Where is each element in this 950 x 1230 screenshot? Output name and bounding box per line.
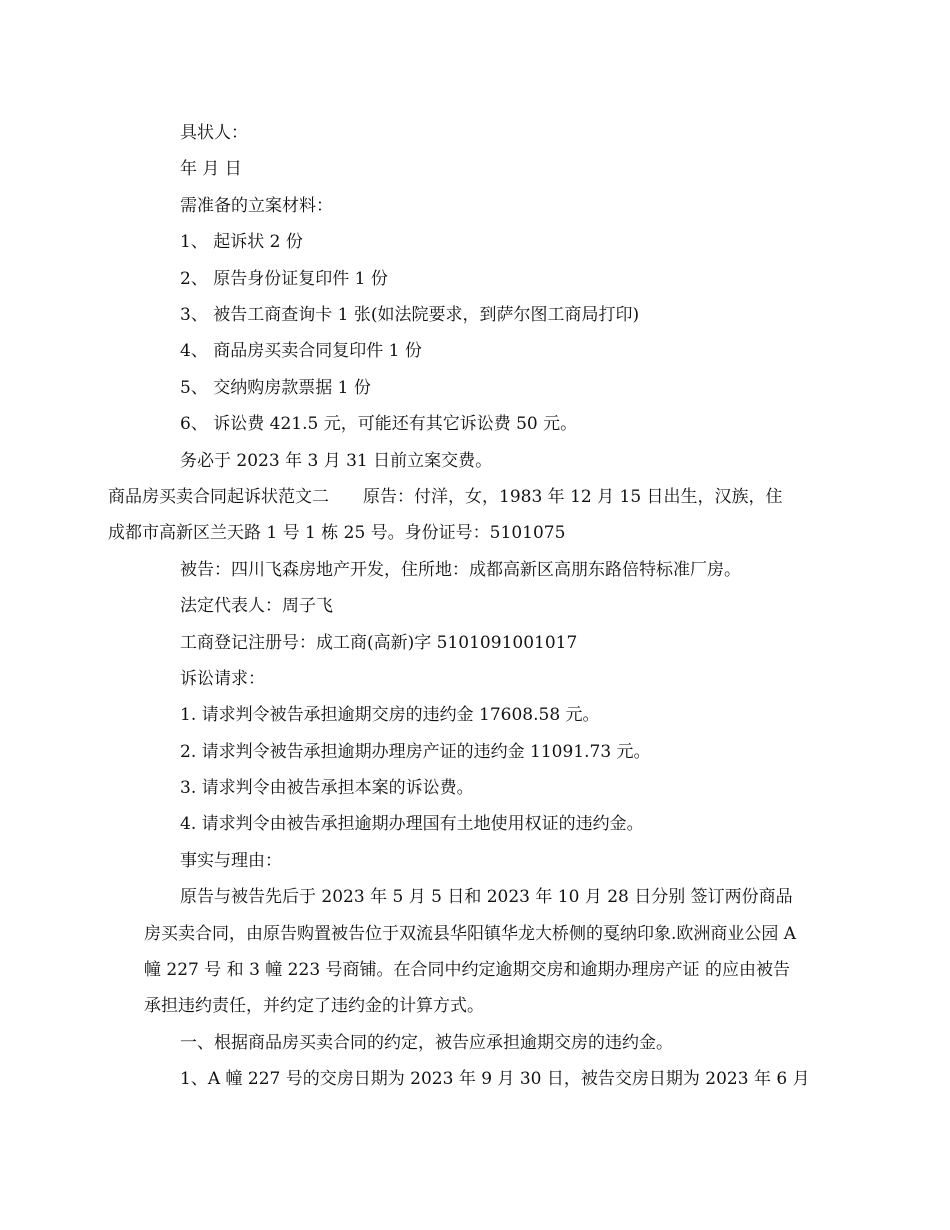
document-body [108,115,814,1098]
defendant-line: 被告：四川飞森房地产开发，住所地：成都高新区高朋东路倍特标准厂房。 [180,559,741,580]
point-one-heading: 一、根据商品房买卖合同的约定，被告应承担逾期交房的违约金。 [180,1032,673,1053]
materials-heading: 需准备的立案材料： [180,195,333,216]
deadline-note: 务必于 2023 年 3 月 31 日前立案交费。 [180,450,493,471]
claim-item-2: 2. 请求判令被告承担逾期办理房产证的违约金 11091.73 元。 [180,741,651,762]
material-item-5: 5、 交纳购房款票据 1 份 [180,377,371,398]
material-item-1: 1、 起诉状 2 份 [180,232,303,253]
date-placeholder: 年 月 日 [180,159,242,180]
claim-item-4: 4. 请求判令由被告承担逾期办理国有土地使用权证的违约金。 [180,814,644,835]
claims-heading: 诉讼请求： [180,668,265,689]
plaintiff-paragraph: 商品房买卖合同起诉状范文二 原告：付洋，女，1983 年 12 月 15 日出生，汉族，住成都市高新区兰天路 1 号 1 栋 25 号。身份证号：5101075 [108,486,783,544]
material-item-2: 2、 原告身份证复印件 1 份 [180,268,388,289]
material-item-6: 6、 诉讼费 421.5 元，可能还有其它诉讼费 50 元。 [180,414,578,435]
material-item-3: 3、 被告工商查询卡 1 张(如法院要求，到萨尔图工商局打印) [180,304,640,325]
facts-paragraph: 原告与被告先后于 2023 年 5 月 5 日和 2023 年 10 月 28 日分别 签订两份商品房买卖合同，由原告购置被告位于双流县华阳镇华龙大桥侧的戛纳印象.欧洲商业公园 A 幢 227 号 和 3 幢 223 号商铺。在合同中约定逾期交房和逾期办理房产证 的应由被告承担违约责任，并约定了违约金的计算方式。 [144,887,797,1017]
legal-representative-line: 法定代表人：周子飞 [180,596,333,617]
claim-item-1: 1. 请求判令被告承担逾期交房的违约金 17608.58 元。 [180,705,600,726]
registration-number-line: 工商登记注册号：成工商(高新)字 5101091001017 [180,632,578,653]
facts-heading: 事实与理由： [180,850,282,871]
point-one-sub: 1、A 幢 227 号的交房日期为 2023 年 9 月 30 日，被告交房日期为 2023 年 6 月 [180,1069,810,1090]
claim-item-3: 3. 请求判令由被告承担本案的诉讼费。 [180,778,474,799]
material-item-4: 4、 商品房买卖合同复印件 1 份 [180,341,422,362]
signer-label: 具状人： [180,123,248,143]
